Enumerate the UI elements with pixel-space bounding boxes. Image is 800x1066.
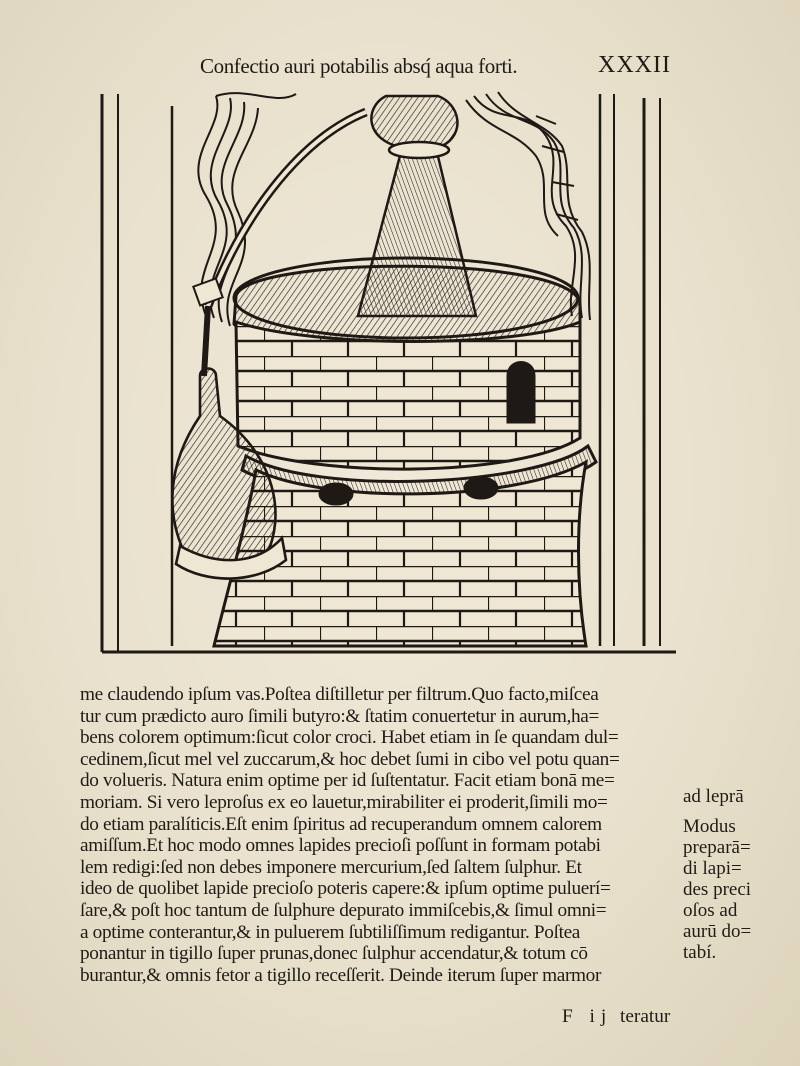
- text-line: ponantur in tigillo ſuper prunas,donec ſulphur accendatur,& totum cō: [80, 943, 588, 965]
- folio-number: XXXII: [598, 52, 671, 78]
- text-line: cedinem,ſicut mel vel zuccarum,& hoc debet ſumi in cibo vel potu quan=: [80, 748, 620, 770]
- signature-mark: F ij: [562, 1006, 613, 1027]
- margin-note-line: tabí.: [683, 942, 717, 963]
- margin-note-line: preparā=: [683, 837, 751, 858]
- margin-note-line: oſos ad: [683, 900, 738, 921]
- woodcut-illustration: [96, 86, 688, 658]
- text-line: amiſſum.Et hoc modo omnes lapides precioſi poſſunt in formam potabi: [80, 835, 601, 857]
- margin-notes: [683, 786, 783, 963]
- text-line: a optime conterantur,& in puluerem ſubtiliſſimum redigantur. Poſtea: [80, 921, 581, 943]
- furnace-upper: [236, 322, 596, 498]
- running-title: Confectio auri potabilis absq́ aqua forti.: [200, 54, 518, 78]
- text-line: ſare,& poſt hoc tantum de ſulphure depurato immiſcebis,& ſimul omni=: [80, 899, 607, 921]
- margin-note-line: des preci: [683, 879, 752, 900]
- text-line: ideo de quolibet lapide precioſo poteris capere:& ipſum optime puluerí=: [80, 878, 611, 900]
- margin-note-leprosy: ad leprā: [683, 786, 744, 807]
- text-line: me claudendo ipſum vas.Poſtea diſtilletur per filtrum.Quo facto,miſcea: [80, 684, 599, 705]
- text-line: lem redigi:ſed non debes imponere mercurium,ſed ſaltem ſulphur. Et: [80, 856, 582, 878]
- text-line: do etiam paralíticis.Eſt enim ſpiritus ad recuperandum omnem calorem: [80, 813, 602, 835]
- distillation-woodcut: [96, 86, 688, 658]
- margin-note-method: [683, 816, 783, 963]
- margin-note-line: di lapi=: [683, 858, 742, 879]
- text-line: burantur,& omnis fetor a tigillo receſſerit. Deinde iterum ſuper marmor: [80, 964, 602, 986]
- page-header: [0, 50, 800, 84]
- text-line: tur cum prædicto auro ſimili butyro:& ſtatim conuertetur in aurum,ha=: [80, 705, 599, 727]
- margin-note-line: Modus: [683, 816, 736, 837]
- text-line: do volueris. Natura enim optime per id ſuſtentatur. Facit etiam bonā me=: [80, 770, 615, 792]
- text-line: bens colorem optimum:ſicut color croci. Habet etiam in ſe quandam dul=: [80, 727, 619, 749]
- catchword: teratur: [620, 1006, 671, 1027]
- body-text: [80, 684, 692, 986]
- signature-line: [562, 1006, 692, 1028]
- margin-note-line: aurū do=: [683, 921, 752, 942]
- text-line: moriam. Si vero leproſus ex eo lauetur,mirabiliter ei proderit,ſimili mo=: [80, 791, 608, 813]
